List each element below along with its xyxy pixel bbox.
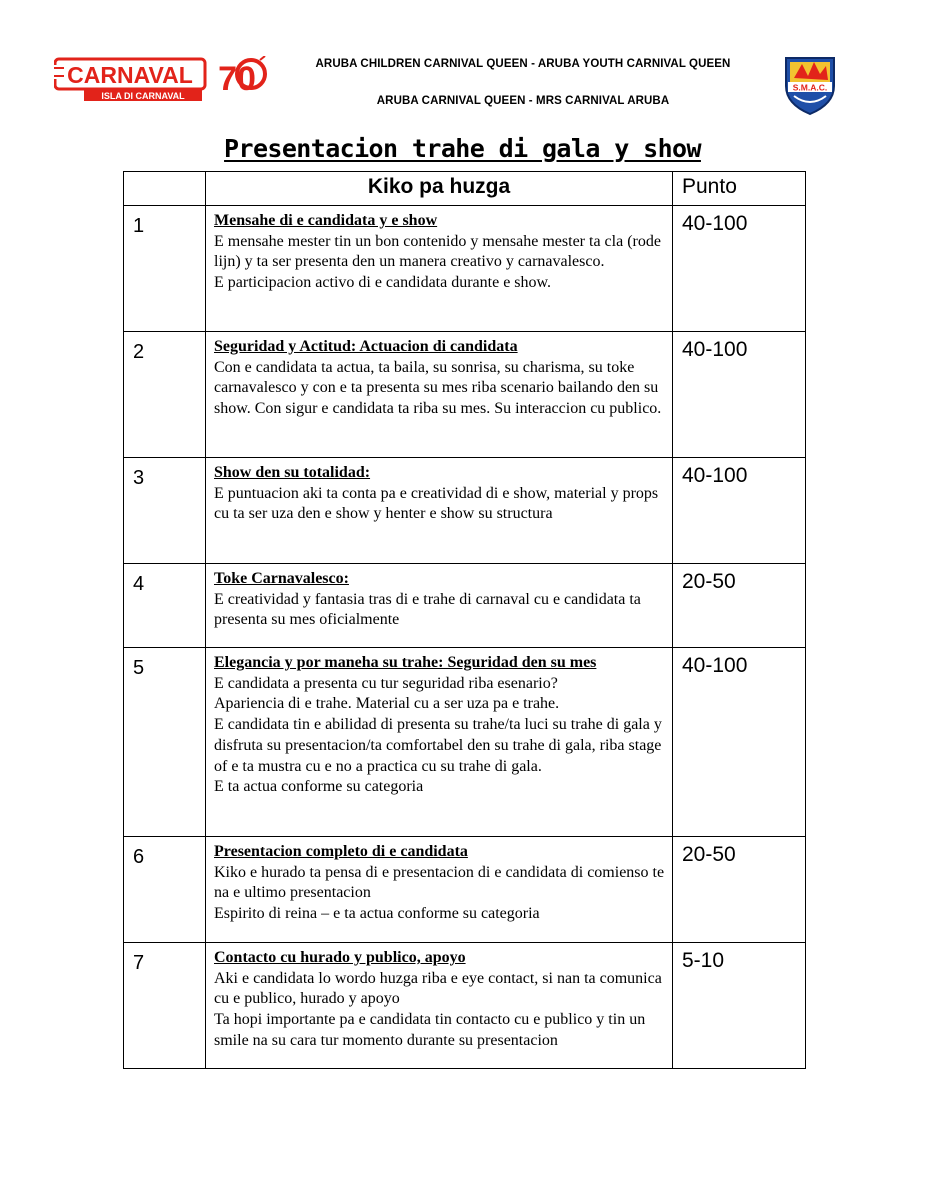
criteria-text: E creatividad y fantasia tras di e trahe di carnaval cu e candidata ta presenta su mes oficialmente [214,590,641,629]
table-row [124,564,806,648]
row-number: 7 [124,943,206,1069]
criteria-text: Espirito di reina – e ta actua conforme su categoria [214,905,540,923]
table-row [124,206,806,332]
criteria-title: Presentacion completo di e candidata [214,843,468,860]
criteria-text: Aki e candidata lo wordo huzga riba e eye contact, si nan ta comunica cu e publico, hurado y apoyo [214,969,662,1008]
row-number: 3 [124,458,206,564]
points-range: 40-100 [673,458,806,564]
table-header-row [124,172,806,206]
criteria-text: Ta hopi importante pa e candidata tin contacto cu e publico y tin un smile na su cara tur momento durante su presentacion [214,1011,646,1049]
svg-text:70: 70 [218,60,256,98]
criteria-table [123,171,806,1069]
table-row [124,458,806,564]
criteria-description [206,458,673,564]
criteria-text: E mensahe mester tin un bon contenido y mensahe mester ta cla (rode lijn) y ta ser presenta den un manera creativo y carnavalesco. [214,232,661,271]
smac-crest-logo [778,52,842,116]
points-range: 40-100 [673,206,806,332]
points-range: 40-100 [673,332,806,458]
criteria-description [206,837,673,943]
header-points: Punto [673,172,806,206]
carnaval-70-logo [54,56,268,104]
criteria-description [206,564,673,648]
criteria-text: E participacion activo di e candidata durante e show. [214,274,552,292]
criteria-title: Contacto cu hurado y publico, apoyo [214,949,466,966]
table-row [124,943,806,1069]
criteria-description [206,943,673,1069]
row-number: 1 [124,206,206,332]
points-range: 20-50 [673,837,806,943]
criteria-text: Kiko e hurado ta pensa di e presentacion di e candidata di comienso te na e ultimo presentacion [214,863,665,902]
criteria-text: E puntuacion aki ta conta pa e creatividad di e show, material y props cu ta ser uza den e show y henter e show su structura [214,484,659,523]
table-row [124,648,806,837]
points-range: 20-50 [673,564,806,648]
header-line-2: ARUBA CARNIVAL QUEEN - MRS CARNIVAL ARUBA [376,95,670,107]
criteria-text: Apariencia di e trahe. Material cu a ser uza pa e trahe. [214,695,560,713]
svg-text:S.M.A.C.: S.M.A.C. [792,82,828,93]
row-number: 2 [124,332,206,458]
criteria-title: Show den su totalidad: [214,464,371,481]
criteria-description [206,332,673,458]
row-number: 5 [124,648,206,837]
criteria-text: E ta actua conforme su categoria [214,778,424,796]
criteria-title: Toke Carnavalesco: [214,570,349,587]
criteria-text: Con e candidata ta actua, ta baila, su sonrisa, su charisma, su toke carnavalesco y con e ta presenta su mes riba scenario bailando den su show. Con sigur e candidata ta riba su mes. Su interaccion cu publico. [214,358,662,418]
criteria-title: Seguridad y Actitud: Actuacion di candidata [214,338,518,355]
header-number-cell [124,172,206,206]
svg-text:ISLA DI CARNAVAL: ISLA DI CARNAVAL [101,91,185,101]
table-row [124,332,806,458]
row-number: 6 [124,837,206,943]
criteria-text: E candidata tin e abilidad di presenta su trahe/ta luci su trahe di gala y disfruta su presentacion/ta comfortabel den su trahe di gala, riba stage of e ta mustra cu e no a practica cu su trahe di gala. [214,716,662,775]
points-range: 40-100 [673,648,806,837]
points-range: 5-10 [673,943,806,1069]
row-number: 4 [124,564,206,648]
criteria-description [206,206,673,332]
criteria-text: E candidata a presenta cu tur seguridad riba esenario? [214,674,558,692]
criteria-description [206,648,673,837]
header-criteria: Kiko pa huzga [206,172,673,206]
criteria-title: Elegancia y por maneha su trahe: Seguridad den su mes [214,654,597,671]
table-row [124,837,806,943]
header-line-1: ARUBA CHILDREN CARNIVAL QUEEN - ARUBA YOUTH CARNIVAL QUEEN [315,58,731,70]
svg-text:CARNAVAL: CARNAVAL [67,62,193,88]
criteria-title: Mensahe di e candidata y e show [214,212,438,229]
page-title: Presentacion trahe di gala y show [224,134,701,163]
